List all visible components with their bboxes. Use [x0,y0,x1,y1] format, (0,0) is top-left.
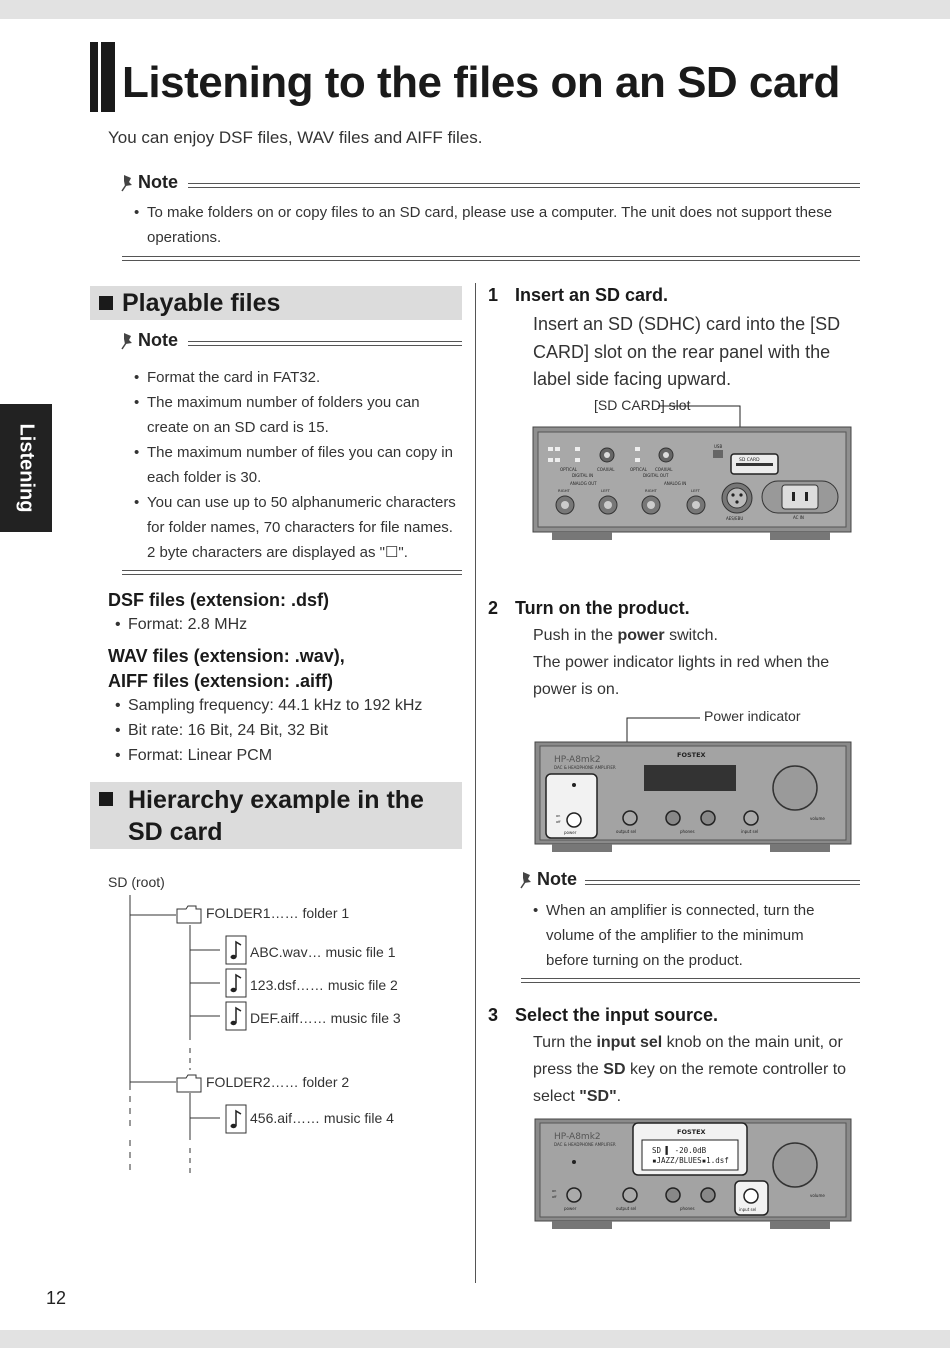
svg-text:DAC & HEADPHONE AMPLIFIER: DAC & HEADPHONE AMPLIFIER [554,1142,616,1147]
svg-text:on: on [552,1189,557,1193]
list-item: for folder names, 70 characters for file names. [147,519,453,536]
svg-text:AES/EBU: AES/EBU [726,516,744,521]
list-item: each folder is 30. [147,469,262,486]
svg-text:▪JAZZ/BLUES▪1.dsf: ▪JAZZ/BLUES▪1.dsf [652,1156,729,1165]
svg-text:on: on [556,814,561,818]
svg-text:OPTICAL: OPTICAL [560,467,577,472]
folder-icon [176,1073,202,1093]
svg-text:LEFT: LEFT [601,488,610,493]
intro-text: You can enjoy DSF files, WAV files and AIFF files. [108,128,483,147]
svg-text:LEFT: LEFT [691,488,700,493]
svg-text:HP-A8mk2: HP-A8mk2 [554,1132,601,1142]
step-text: select "SD". [533,1088,622,1105]
note-label: Note [138,172,178,192]
list-item: • When an amplifier is connected, turn the [533,902,815,919]
column-divider [475,283,476,1283]
note-end-rule [122,570,462,575]
list-item: 2 byte characters are displayed as "☐". [147,544,408,561]
list-item: volume of the amplifier to the minimum [546,927,804,944]
svg-text:volume: volume [810,816,825,821]
section-heading-playable: Playable files [90,286,462,320]
step-text: CARD] slot on the rear panel with the [533,342,831,362]
list-item: before turning on the product. [546,952,743,969]
svg-text:SD ▌ -20.0dB: SD ▌ -20.0dB [652,1146,707,1155]
svg-text:USB: USB [714,444,723,449]
step-title: Select the input source. [515,1005,719,1025]
list-item: • You can use up to 50 alphanumeric characters [134,494,456,511]
step-title: Turn on the product. [515,598,690,618]
svg-text:power: power [564,830,577,835]
music-file-icon [225,1001,247,1031]
step-text: Insert an SD (SDHC) card into the [SD [533,314,841,334]
front-panel-illustration [530,710,855,858]
tree-file-1: ABC.wav… music file 1 [250,944,396,960]
front-panel-input-illustration [530,1115,855,1230]
music-file-icon [225,935,247,965]
svg-text:RIGHT: RIGHT [645,488,657,493]
callout-power-indicator: Power indicator [704,708,801,724]
list-item: • Format: Linear PCM [115,747,273,764]
tree-file-4: 456.aif…… music file 4 [250,1110,394,1126]
svg-text:volume: volume [810,1193,825,1198]
list-item: • Bit rate: 16 Bit, 24 Bit, 32 Bit [115,722,329,739]
aiff-heading: AIFF files (extension: .aiff) [108,671,334,691]
top-band [0,0,950,19]
svg-text:power: power [564,1206,577,1211]
page-number: 12 [46,1288,67,1308]
wav-heading: WAV files (extension: .wav), [108,646,345,666]
rear-panel-illustration [530,400,855,542]
note-heading [120,172,178,193]
tree-file-3: DEF.aiff…… music file 3 [250,1010,401,1026]
list-item: • To make folders on or copy files to an SD card, please use a computer. The unit does not support these [134,204,833,221]
step-title: Insert an SD card. [515,285,669,305]
svg-text:ANALOG OUT: ANALOG OUT [570,481,597,486]
note-end-rule [521,978,860,983]
svg-text:DIGITAL IN: DIGITAL IN [572,473,594,478]
step-text: The power indicator lights in red when the [533,654,830,671]
bottom-band [0,1330,950,1348]
svg-text:FOSTEX: FOSTEX [677,1128,706,1136]
step-number: 3 [488,1005,499,1025]
list-item: operations. [147,229,222,246]
list-item: create on an SD card is 15. [147,419,329,436]
pushpin-icon [519,871,535,889]
svg-text:AC IN: AC IN [793,515,804,520]
note-rule [188,183,860,188]
svg-text:RIGHT: RIGHT [558,488,570,493]
step-text: Push in the power switch. [533,627,718,644]
tree-file-2: 123.dsf…… music file 2 [250,977,398,993]
svg-text:input sel: input sel [739,1207,757,1212]
svg-text:input sel: input sel [741,829,759,834]
folder-icon [176,904,202,924]
note-heading: Note [120,330,178,351]
svg-text:SD CARD: SD CARD [739,458,760,463]
svg-text:COAXIAL: COAXIAL [597,467,615,472]
tree-root: SD (root) [108,874,165,890]
list-item: • The maximum number of files you can copy in [134,444,453,461]
note-rule [188,341,462,346]
title-accent-bar [101,42,115,112]
tree-folder-1: FOLDER1…… folder 1 [206,905,350,921]
title-accent-bar [90,42,98,112]
folder-tree-lines [120,890,220,1180]
list-item: • Format: 2.8 MHz [115,616,248,633]
music-file-icon [225,1104,247,1134]
step-text: press the SD key on the remote controller to [533,1061,847,1078]
step-text: power is on. [533,681,620,698]
tree-folder-2: FOLDER2…… folder 2 [206,1074,350,1090]
note-heading: Note [519,869,577,890]
svg-text:HP-A8mk2: HP-A8mk2 [554,755,601,765]
svg-text:off: off [552,1195,557,1199]
svg-text:output sel: output sel [616,829,637,834]
step-number: 2 [488,598,499,618]
svg-text:off: off [556,820,561,824]
svg-text:DAC & HEADPHONE AMPLIFIER: DAC & HEADPHONE AMPLIFIER [554,765,616,770]
svg-text:ANALOG IN: ANALOG IN [664,481,687,486]
section-heading-hierarchy: Hierarchy example in the SD card [90,782,462,849]
music-file-icon [225,968,247,998]
page-title: Listening to the files on an SD card [122,58,840,107]
svg-text:FOSTEX: FOSTEX [677,751,706,759]
list-item: • Sampling frequency: 44.1 kHz to 192 kHz [115,697,423,714]
dsf-heading: DSF files (extension: .dsf) [108,590,330,610]
svg-text:OPTICAL: OPTICAL [630,467,647,472]
svg-text:DIGITAL OUT: DIGITAL OUT [643,473,669,478]
svg-text:COAXIAL: COAXIAL [655,467,673,472]
note-end-rule [122,256,860,261]
step-number: 1 [488,285,499,305]
svg-text:phones: phones [680,829,695,834]
list-item: • The maximum number of folders you can [134,394,420,411]
svg-text:phones: phones [680,1206,695,1211]
callout-sd-slot: [SD CARD] slot [594,397,691,413]
step-text: Turn the input sel knob on the main unit, or [533,1034,843,1051]
pushpin-icon [120,174,136,192]
list-item: • Format the card in FAT32. [134,369,321,386]
note-rule [585,880,860,885]
pushpin-icon [120,332,136,350]
step-text: label side facing upward. [533,369,732,389]
side-tab-listening: Listening [0,404,52,532]
svg-text:output sel: output sel [616,1206,637,1211]
